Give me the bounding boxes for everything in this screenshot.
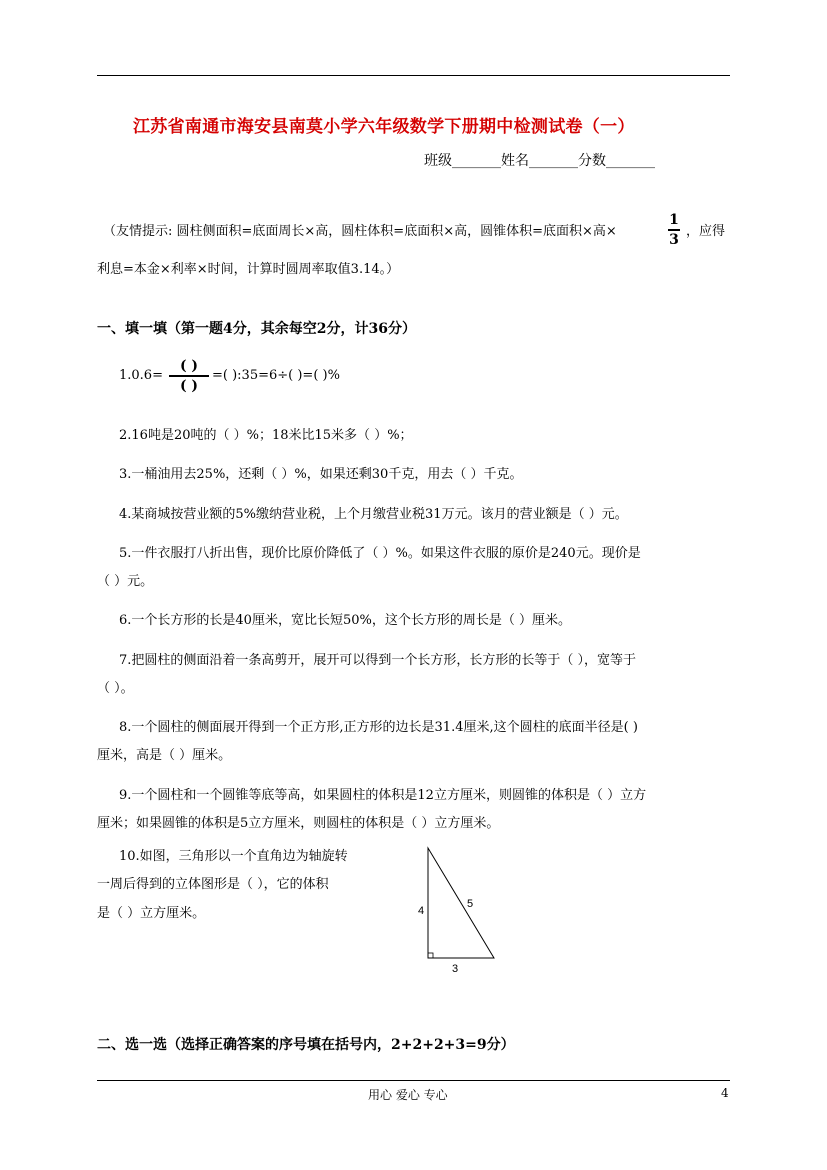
question-9-line-2: 厘米；如果圆锥的体积是5立方厘米，则圆柱的体积是（ ）立方厘米。 <box>97 816 500 831</box>
question-8-line-2: 厘米，高是（ ）厘米。 <box>97 748 232 763</box>
tip-fraction <box>668 212 680 248</box>
page-number: 4 <box>721 1086 729 1100</box>
question-9-line-1: 9.一个圆柱和一个圆锥等底等高，如果圆柱的体积是12立方厘米，则圆锥的体积是（ ）立方 <box>119 788 647 803</box>
question-1-start: 1.0.6= <box>119 368 163 383</box>
section1-heading: 一、填一填（第一题4分，其余每空2分，计36分） <box>97 321 416 337</box>
label-side-base: 3 <box>452 963 459 975</box>
tip-line-2: 利息=本金×利率×时间，计算时圆周率取值3.14。） <box>97 262 400 277</box>
question-3: 3.一桶油用去25%，还剩（ ）%，如果还剩30千克，用去（ ）千克。 <box>119 467 523 482</box>
footer-motto: 用心 爱心 专心 <box>368 1088 448 1102</box>
label-side-vertical: 4 <box>418 905 425 917</box>
question-7-line-1: 7.把圆柱的侧面沿着一条高剪开，展开可以得到一个长方形，长方形的长等于（ ），宽等于 <box>119 653 637 668</box>
label-hypotenuse: 5 <box>467 898 474 910</box>
question-5-line-2: （ ）元。 <box>97 574 154 589</box>
fraction-bar <box>169 375 209 377</box>
question-8-line-1: 8.一个圆柱的侧面展开得到一个正方形,正方形的边长是31.4厘米,这个圆柱的底面半径是( ) <box>119 720 638 735</box>
triangle-figure <box>410 840 510 980</box>
tip-line-1: （友情提示: 圆柱侧面积=底面周长×高，圆柱体积=底面积×高，圆锥体积=底面积×高× <box>103 224 617 239</box>
question-10-line-1: 10.如图，三角形以一个直角边为轴旋转 <box>119 849 348 864</box>
right-angle-marker <box>428 953 433 958</box>
question-1-end: =( ):35=6÷( )=( )% <box>212 368 340 383</box>
page-title: 江苏省南通市海安县南莫小学六年级数学下册期中检测试卷（一） <box>133 117 635 137</box>
tip-fraction-numerator: 1 <box>669 212 679 228</box>
right-triangle <box>428 848 494 958</box>
tip-line-1-end: ，应得 <box>686 224 726 239</box>
student-info-line: 班级_______姓名_______分数_______ <box>424 153 655 169</box>
header-rule <box>97 75 730 76</box>
question-4: 4.某商城按营业额的5%缴纳营业税，上个月缴营业税31万元。该月的营业额是（ ）元。 <box>119 507 628 522</box>
fraction-bar <box>668 229 680 231</box>
question-5-line-1: 5.一件衣服打八折出售，现价比原价降低了（ ）%。如果这件衣服的原价是240元。现价是 <box>119 546 641 561</box>
q1-fraction-numerator: ( ) <box>179 358 199 374</box>
question-10-line-2: 一周后得到的立体图形是（ ），它的体积 <box>97 877 329 892</box>
q1-fraction-denominator: ( ) <box>179 378 199 394</box>
question-7-line-2: （ ）。 <box>97 681 134 696</box>
footer-rule <box>97 1080 730 1081</box>
section2-heading: 二、选一选（选择正确答案的序号填在括号内，2+2+2+3=9分） <box>97 1037 515 1053</box>
question-2: 2.16吨是20吨的（ ）%；18米比15米多（ ）%； <box>119 428 413 443</box>
question-1-fraction <box>169 358 209 394</box>
question-10-line-3: 是（ ）立方厘米。 <box>97 906 206 921</box>
tip-fraction-denominator: 3 <box>669 232 679 248</box>
question-6: 6.一个长方形的长是40厘米，宽比长短50%，这个长方形的周长是（ ）厘米。 <box>119 613 571 628</box>
